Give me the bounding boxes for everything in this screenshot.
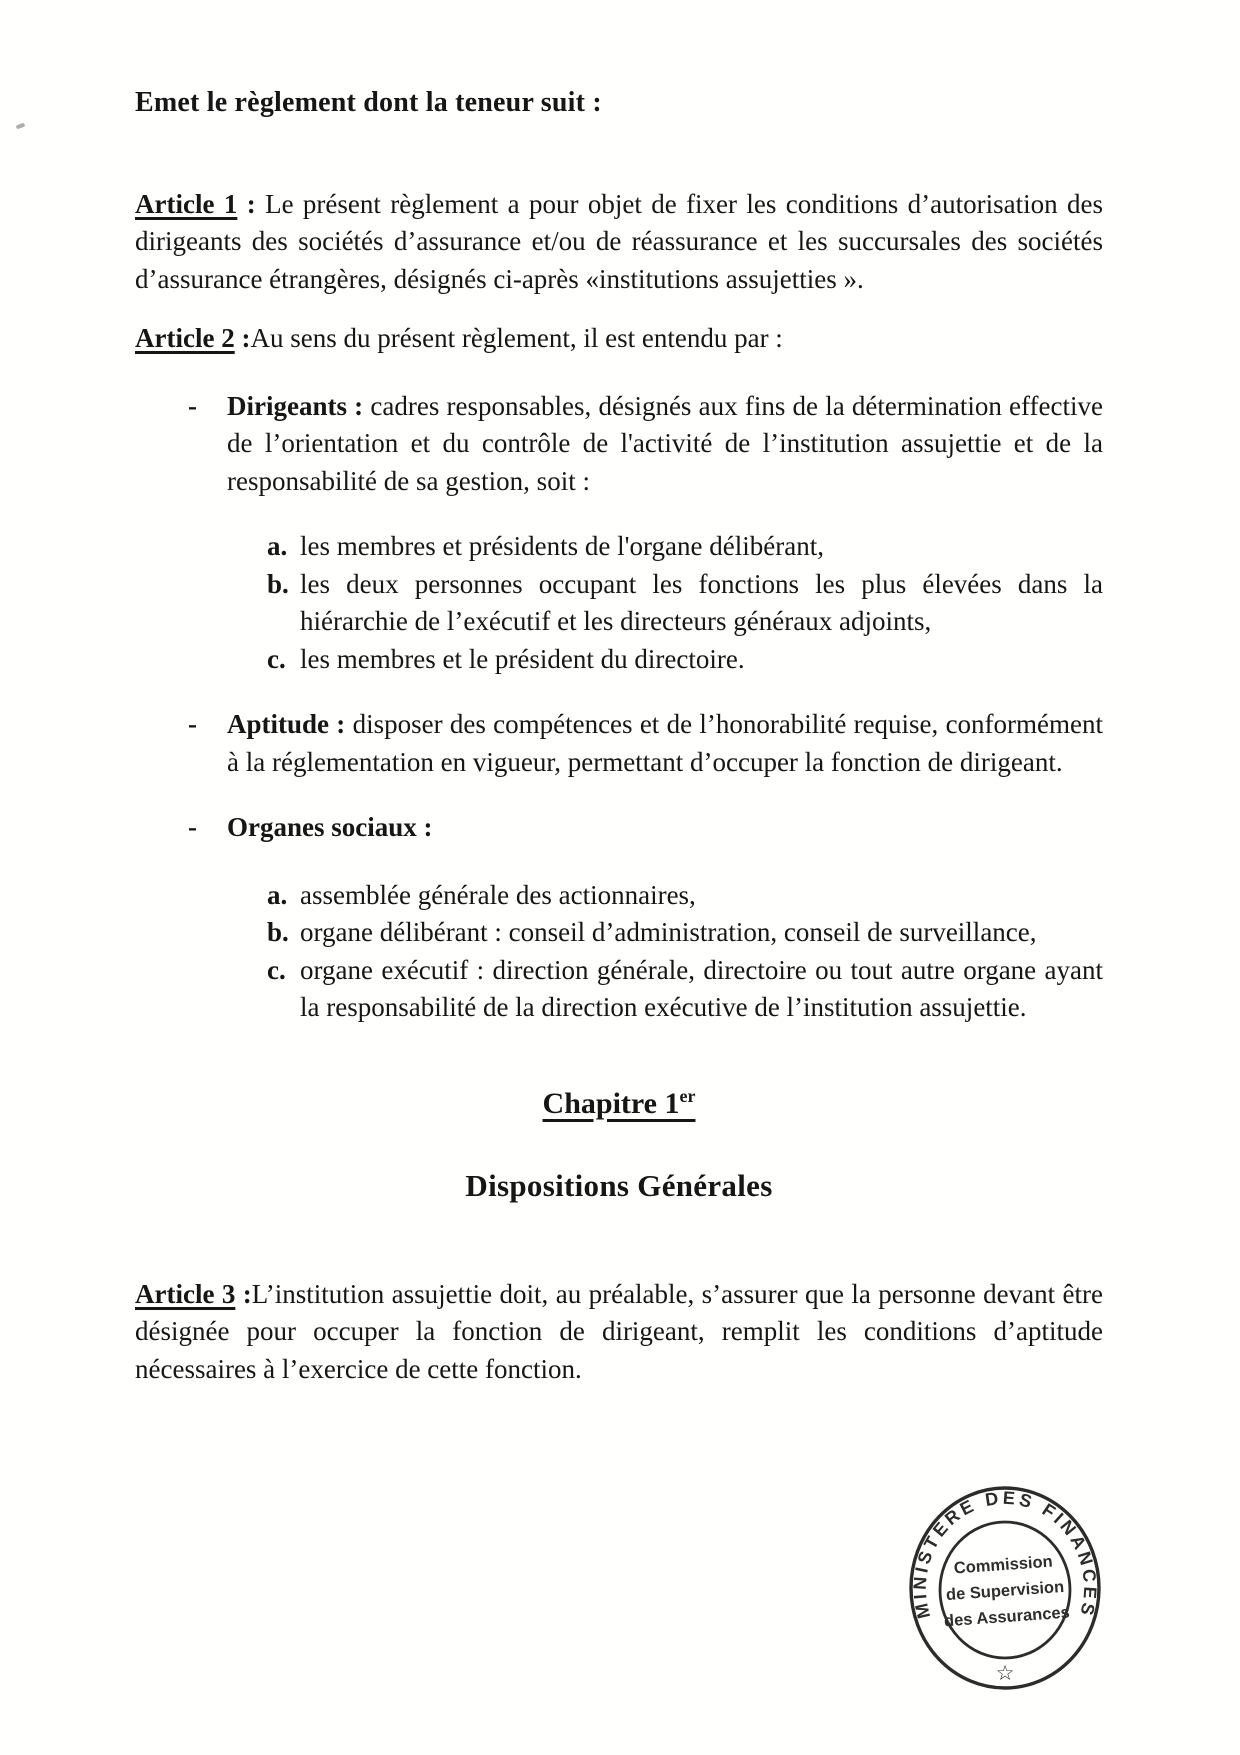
dash-bullet: - [188, 390, 197, 421]
list-marker: a. [267, 879, 288, 910]
article-2-colon: : [234, 323, 251, 353]
article-2-paragraph [135, 320, 1103, 358]
article-1-paragraph [135, 186, 1103, 299]
list-item-text: les deux personnes occupant les fonctions les plus élevées dans la hiérarchie de l’exécutif et les directeurs généraux adjoints, [300, 568, 1103, 636]
definition-dirigeants-desc: cadres responsables, désignés aux fins de la détermination effective de l’orientation et du contrôle de l'activité de l’institution assujettie et de la responsabilité de sa gestion, soit : [227, 390, 1103, 496]
article-3-paragraph [135, 1276, 1103, 1389]
list-item [267, 528, 1103, 566]
organes-sublist [227, 877, 1103, 1027]
list-marker: b. [267, 568, 289, 599]
list-item [267, 877, 1103, 915]
article-2-label: Article 2 [135, 323, 235, 353]
definition-dirigeants-term: Dirigeants : [227, 390, 364, 421]
article-1-colon: : [237, 188, 266, 219]
definition-aptitude-desc: disposer des compétences et de l’honorabilité requise, conformément à la réglementation en vigueur, permettant d’occuper la fonction de dirigeant. [227, 709, 1104, 777]
list-item [267, 566, 1103, 641]
definition-organes-sociaux [135, 809, 1103, 1027]
list-item [267, 641, 1103, 679]
list-item-text: les membres et le président du directoire. [300, 643, 745, 674]
definition-body [227, 809, 1103, 1027]
list-marker: b. [267, 917, 289, 947]
article-3-body: L’institution assujettie doit, au préalable, s’assurer que la personne devant être désignée pour occuper la fonction de dirigeant, remplit les conditions d’aptitude nécessaires à l’exercice de cette fonction. [135, 1278, 1104, 1384]
dash-bullet: - [188, 709, 197, 739]
article-1-body: Le présent règlement a pour objet de fixer les conditions d’autorisation des dirigeants des sociétés d’assurance et/ou de réassurance et les succursales des sociétés d’assurance étrangères, désignés ci-après «institutions assujetties ». [135, 188, 1103, 294]
list-item [267, 952, 1103, 1027]
definition-organes-term: Organes sociaux : [227, 812, 433, 842]
article-3-label: Article 3 [135, 1278, 236, 1309]
stamp-graphic [904, 1484, 1106, 1694]
list-item [267, 914, 1103, 952]
article-1-label: Article 1 [135, 188, 238, 219]
article-3-colon: : [235, 1278, 252, 1309]
list-marker: c. [267, 954, 286, 985]
list-item-text: assemblée générale des actionnaires, [300, 879, 696, 910]
definition-body [227, 388, 1103, 679]
list-marker: a. [267, 531, 288, 561]
chapter-title-superscript: er [679, 1085, 696, 1106]
list-item-text: organe délibérant : conseil d’administration, conseil de surveillance, [300, 917, 1037, 947]
svg-text:de Supervision: de Supervision [945, 1577, 1065, 1605]
section-subtitle: Dispositions Générales [465, 1167, 773, 1203]
definition-aptitude-text [227, 706, 1103, 781]
list-item-text: les membres et présidents de l'organe délibérant, [300, 531, 824, 561]
intro-line: Emet le règlement dont la teneur suit : [135, 87, 602, 118]
chapter-heading-underline [543, 1087, 696, 1120]
definition-dirigeants-text [227, 388, 1103, 501]
svg-text:Commission: Commission [953, 1552, 1054, 1578]
dirigeants-sublist [227, 528, 1103, 678]
dash-bullet: - [188, 812, 197, 842]
definition-aptitude [135, 706, 1103, 781]
definition-body [227, 706, 1103, 781]
definition-dirigeants [135, 388, 1103, 679]
stamp-inner-label [940, 1552, 1071, 1631]
definition-organes-text [227, 809, 1103, 847]
chapter-title: Chapitre 1 [542, 1086, 680, 1120]
official-stamp [904, 1484, 1106, 1694]
definition-aptitude-term: Aptitude : [227, 709, 346, 739]
svg-text:des Assurances: des Assurances [943, 1603, 1071, 1631]
article-2-body: Au sens du présent règlement, il est entendu par : [250, 323, 783, 353]
chapter-heading [135, 1084, 1103, 1124]
stamp-ring-label: MINISTERE DES FINANCES [909, 1487, 1101, 1621]
list-item-text: organe exécutif : direction générale, directoire ou tout autre organe ayant la responsabilité de la direction exécutive de l’institution assujettie. [300, 954, 1103, 1022]
star-icon: ☆ [995, 1661, 1015, 1685]
list-marker: c. [267, 643, 286, 674]
